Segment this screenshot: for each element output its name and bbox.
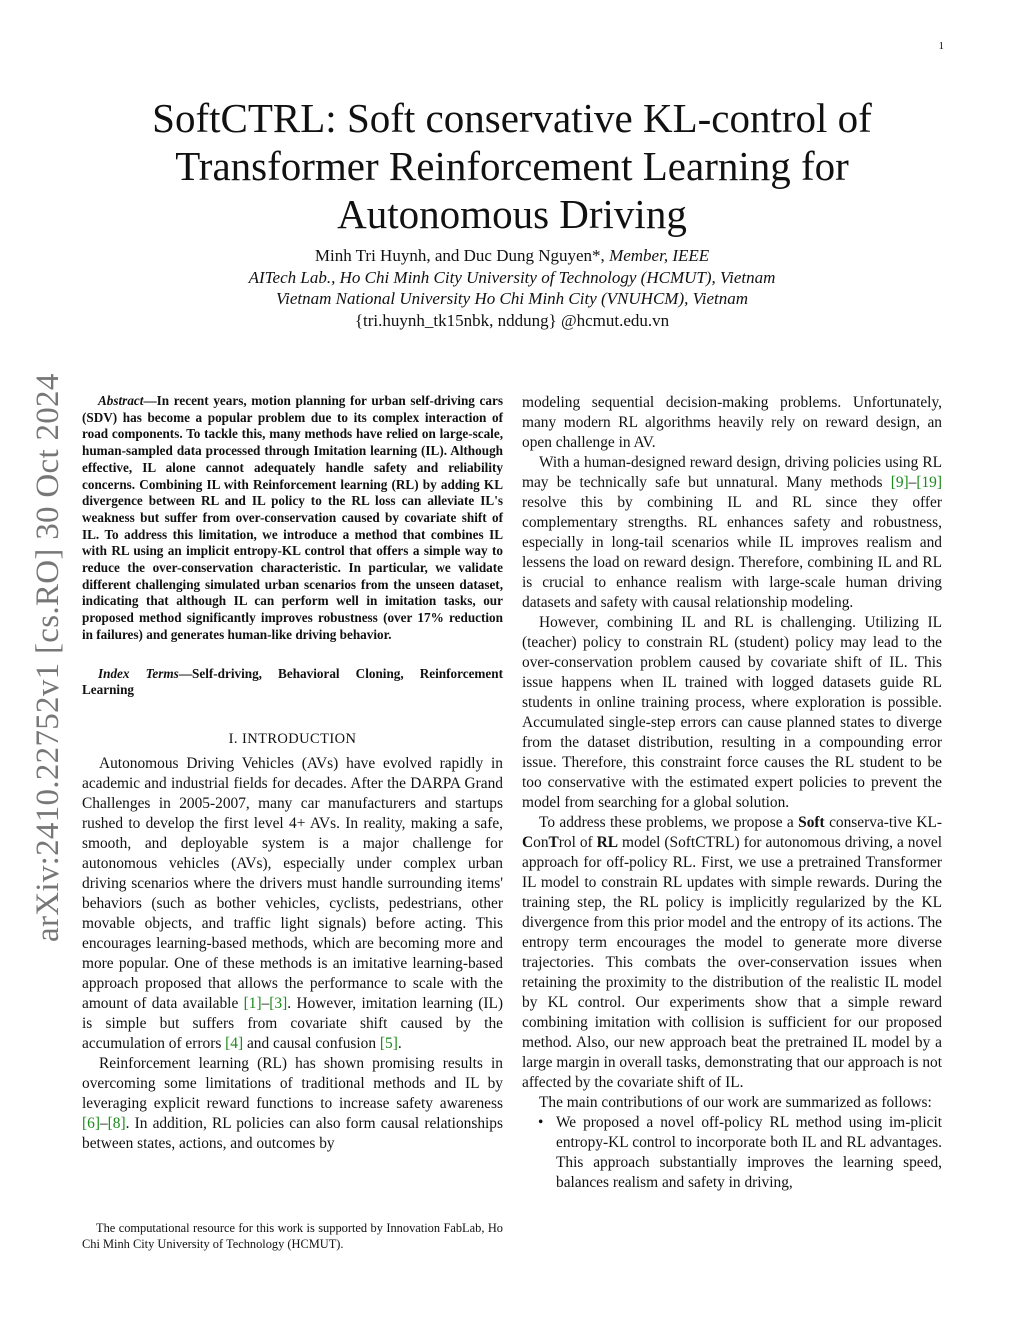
text-run: rol of xyxy=(558,834,597,851)
citation-link[interactable]: [4] xyxy=(225,1034,244,1052)
text-run: – xyxy=(99,1114,108,1132)
affiliation-2: Vietnam National University Ho Chi Minh City (VNUHCM), Vietnam xyxy=(275,289,748,308)
citation-link[interactable]: [6] xyxy=(82,1114,100,1132)
abstract-text: —In recent years, motion planning for urban self-driving cars (SDV) has become a popular problem due to its complex interaction of road components. To tackle this, many methods have relied on large-scale, human-sampled data processed through Imitation learning (IL). Although effective, IL alone cannot adequately handle safety and reliability concerns. Combining IL with Reinforcement learning (RL) by adding KL divergence between RL and IL policy to the RL loss can alleviate IL's weakness but suffer from over-conservation caused by covariate shift of IL. To address this limitation, we introduce a method that combines IL with RL using an implicit entropy-KL control that offers a simple way to reduce the over-conservation characteristic. In particular, we validate different challenging simulated urban scenarios from the unseen dataset, indicating that although IL can perform well in imitation tasks, our proposed method significantly improves robustness (over 17% reduction in failures) and generates human-like driving behavior. xyxy=(82,393,503,642)
citation-link[interactable]: [8] xyxy=(107,1114,126,1132)
section-title-initial: I xyxy=(241,730,248,747)
intro-paragraph-6 xyxy=(522,813,942,1093)
footnote: The computational resource for this work is supported by Innovation FabLab, Ho Chi Minh City University of Technology (HCMUT). xyxy=(82,1221,503,1251)
title-line-1: SoftCTRL: Soft conservative KL-control of xyxy=(152,95,872,141)
abstract-label: Abstract xyxy=(98,393,144,408)
citation-link[interactable]: [3] xyxy=(269,994,288,1012)
right-column xyxy=(522,393,942,1193)
text-run: model (SoftCTRL) for autonomous driving, a novel approach for off-policy RL. First, we use a pretrained Transformer IL model to constrain RL updates with simple rewards. During the training step, the RL policy is implicitly regularized by the KL divergence from this prior model and the entropy of its actions. The entropy term encourages the model to generate more diverse trajectories. This combats the over-conservation issues when retaining the proximity to the distribution of the realistic IL model by KL control. Our experiments show that a simple reward combining imitation with collision is sufficient for our proposed method. Also, our new approach beat the pretrained IL model by a large margin in overall tasks, demonstrating that our approach is not affected by the covariate shift of IL. xyxy=(522,834,942,1091)
section-number: I. xyxy=(228,730,238,747)
title-line-3: Autonomous Driving xyxy=(337,191,687,237)
intro-paragraph-4 xyxy=(522,453,942,613)
index-terms-text: —Self-driving, Behavioral Cloning, Reinforcement Learning xyxy=(82,665,503,698)
author-names: Minh Tri Huynh, and Duc Dung Nguyen*, xyxy=(314,246,605,265)
bold-text-run: T xyxy=(548,834,559,851)
text-run: With a human-designed reward design, driving policies using RL may be technically safe but unnatural. Many methods xyxy=(522,454,942,491)
section-title-rest: NTRODUCTION xyxy=(247,730,357,747)
text-run: . However, imitation learning (IL) is simple but suffers from covariate shift caused by the accumulation of errors xyxy=(82,994,503,1052)
intro-paragraph-3: modeling sequential decision-making problems. Unfortunately, many modern RL algorithms heavily rely on reward design, an open challenge in AV. xyxy=(522,394,942,451)
abstract xyxy=(82,393,503,644)
page-number: 1 xyxy=(938,40,944,52)
affiliation-1: AITech Lab., Ho Chi Minh City University of Technology (HCMUT), Vietnam xyxy=(248,267,776,287)
intro-paragraph-7: The main contributions of our work are summarized as follows: xyxy=(539,1094,932,1111)
citation-link[interactable]: [9] xyxy=(890,474,909,491)
text-run: and causal confusion xyxy=(243,1034,380,1052)
author-names-line xyxy=(112,245,912,267)
contributions-list xyxy=(522,1113,942,1193)
list-item: • We proposed a novel off-policy RL method using im-plicit entropy-KL control to incorporate both IL and RL advantages. This approach substantially improves the learning speed, balances realism and safety in driving, xyxy=(556,1113,942,1193)
text-run: conserva-tive KL- xyxy=(824,814,943,831)
citation-link[interactable]: [5] xyxy=(379,1034,398,1052)
index-terms xyxy=(82,666,503,699)
bold-text-run: RL xyxy=(596,834,619,851)
bold-text-run: Soft xyxy=(798,814,825,831)
arxiv-identifier-stamp: arXiv:2410.22752v1 [cs.RO] 30 Oct 2024 xyxy=(30,373,66,942)
text-run: Reinforcement learning (RL) has shown promising results in overcoming some limitations of traditional methods and IL by leveraging explicit reward functions to increase safety awareness xyxy=(82,1054,503,1112)
author-membership: Member, IEEE xyxy=(609,246,710,265)
text-run: resolve this by combining IL and RL since they offer complementary strengths. RL enhances safety and robustness, especially in long-tail scenarios while IL improves realism and lessens the load on reward design. Therefore, combining IL and RL is crucial to enhance realism with large-scale human driving datasets and safety with causal relationship modeling. xyxy=(522,494,942,611)
text-run: Autonomous Driving Vehicles (AVs) have evolved rapidly in academic and industrial fields for decades. After the DARPA Grand Challenges in 2005-2007, many car manufacturers and startups rushed to develop the first level 4+ AVs. In reality, making a safe, smooth, and deployable system is a major challenge for autonomous vehicles (AVs), especially under complex urban driving scenarios where the drivers must handle surrounding items' behaviors (such as bother vehicles, cyclists, pedestrians, other movable objects, and traffic light signals) before acting. This encourages learning-based methods, which are becoming more and more popular. One of these methods is an imitative learning-based approach proposed that allows the performance to scale with the amount of data available xyxy=(82,754,503,1012)
citation-link[interactable]: [19] xyxy=(916,474,942,491)
author-block xyxy=(112,245,912,331)
index-terms-label: Index Terms xyxy=(98,665,179,681)
bold-text-run: C xyxy=(522,834,534,851)
intro-paragraph-5: However, combining IL and RL is challenging. Utilizing IL (teacher) policy to constrain RL (student) policy may lead to the over-conservation problem caused by covariate shift of IL. This issue happens when IL trained with logged datasets guide RL students in online training process, where exploration is possible. Accumulated single-step errors can cause planned states to diverge from the dataset distribution, resulting in a compounding error issue. Therefore, this constraint force causes the RL student to be too conservative with the estimated expert policies to prevent the model from searching for a global solution. xyxy=(522,614,942,811)
citation-link[interactable]: [1] xyxy=(243,994,262,1012)
paper-title xyxy=(112,94,912,238)
section-heading-introduction xyxy=(82,731,503,748)
text-run: – xyxy=(261,994,270,1012)
text-run: – xyxy=(908,474,917,491)
intro-paragraph-2 xyxy=(82,1054,503,1154)
text-run: . In addition, RL policies can also form causal relationships between states, actions, and outcomes by xyxy=(82,1114,503,1152)
text-run: . xyxy=(397,1034,402,1052)
text-run: on xyxy=(533,834,549,851)
left-column xyxy=(82,393,503,1154)
title-line-2: Transformer Reinforcement Learning for xyxy=(175,143,849,189)
text-run: To address these problems, we propose a xyxy=(539,814,799,831)
author-emails: {tri.huynh_tk15nbk, nddung} @hcmut.edu.vn xyxy=(354,310,670,330)
intro-paragraph-1 xyxy=(82,754,503,1054)
